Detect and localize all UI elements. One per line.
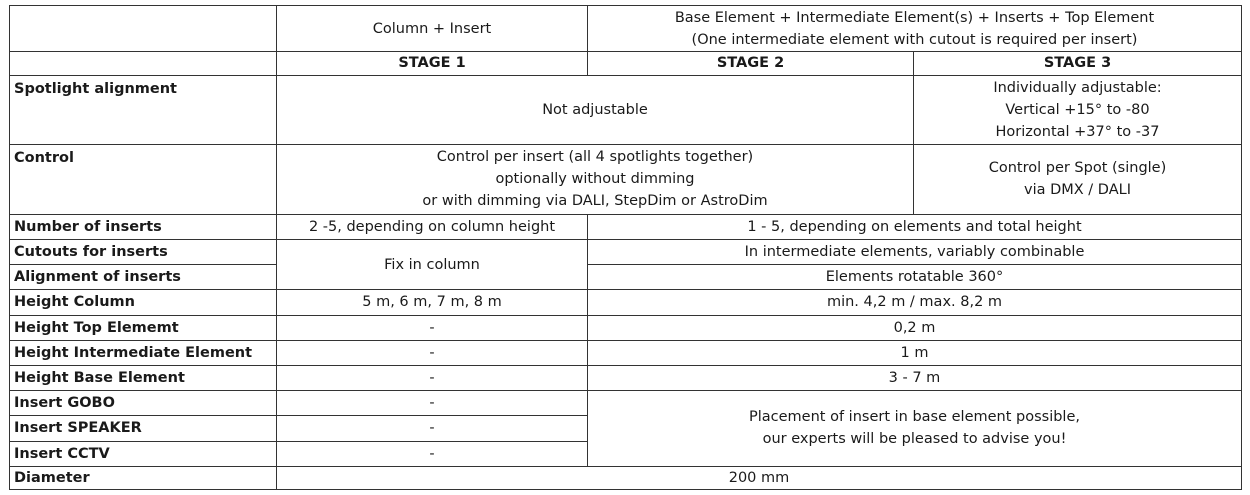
row-label: Insert GOBO — [10, 391, 277, 416]
control-stage12 — [277, 145, 914, 215]
insert-speaker-stage1: - — [277, 416, 588, 441]
header-stage-empty-cell — [10, 52, 277, 75]
row-height-column — [10, 290, 1242, 315]
row-label: Height Column — [10, 290, 277, 315]
row-height-top-element — [10, 315, 1242, 340]
row-label: Insert SPEAKER — [10, 416, 277, 441]
control-stage12-line2: optionally without dimming — [495, 171, 695, 188]
header-stage1-config: Column + Insert — [277, 6, 588, 52]
row-label: Insert CCTV — [10, 441, 277, 466]
stage1-heading: STAGE 1 — [277, 52, 588, 75]
row-alignment-of-inserts — [10, 265, 1242, 290]
row-cutouts-for-inserts — [10, 239, 1242, 264]
height-base-element-stage23: 3 - 7 m — [588, 365, 1242, 390]
spotlight-alignment-stage12: Not adjustable — [277, 75, 914, 145]
cutouts-for-inserts-stage23: In intermediate elements, variably combinable — [588, 239, 1242, 264]
row-label: Alignment of inserts — [10, 265, 277, 290]
control-stage12-line3: or with dimming via DALI, StepDim or AstroDim — [422, 193, 768, 210]
height-column-stage1: 5 m, 6 m, 7 m, 8 m — [277, 290, 588, 315]
header-stage23-config — [588, 6, 1242, 52]
row-control — [10, 145, 1242, 215]
row-number-of-inserts — [10, 214, 1242, 239]
row-insert-gobo — [10, 391, 1242, 416]
row-label: Number of inserts — [10, 214, 277, 239]
header-stage23-line2: (One intermediate element with cutout is required per insert) — [691, 31, 1138, 48]
header-empty-cell — [10, 6, 277, 52]
height-base-element-stage1: - — [277, 365, 588, 390]
cutouts-alignment-stage1: Fix in column — [277, 239, 588, 289]
height-top-element-stage1: - — [277, 315, 588, 340]
spotlight-stage3-line1: Individually adjustable: — [993, 79, 1162, 96]
row-label: Spotlight alignment — [10, 75, 277, 145]
stage2-heading: STAGE 2 — [588, 52, 914, 75]
inserts-stage23-line1: Placement of insert in base element possible, — [749, 409, 1080, 426]
spotlight-alignment-stage3 — [914, 75, 1242, 145]
row-label: Diameter — [10, 466, 277, 489]
row-label: Cutouts for inserts — [10, 239, 277, 264]
insert-cctv-stage1: - — [277, 441, 588, 466]
header-row-stages — [10, 52, 1242, 75]
spotlight-stage3-line2: Vertical +15° to -80 — [1005, 101, 1150, 118]
height-intermediate-element-stage1: - — [277, 340, 588, 365]
row-label: Control — [10, 145, 277, 215]
number-of-inserts-stage1: 2 -5, depending on column height — [277, 214, 588, 239]
height-intermediate-element-stage23: 1 m — [588, 340, 1242, 365]
number-of-inserts-stage23: 1 - 5, depending on elements and total height — [588, 214, 1242, 239]
row-diameter — [10, 466, 1242, 489]
control-stage3 — [914, 145, 1242, 215]
inserts-stage23 — [588, 391, 1242, 467]
stage3-heading: STAGE 3 — [914, 52, 1242, 75]
inserts-stage23-line2: our experts will be pleased to advise you! — [762, 431, 1067, 448]
control-stage3-line1: Control per Spot (single) — [988, 160, 1167, 177]
header-row-configuration — [10, 6, 1242, 52]
row-label: Height Intermediate Element — [10, 340, 277, 365]
header-stage23-line1: Base Element + Intermediate Element(s) + Inserts + Top Element — [674, 9, 1155, 26]
height-column-stage23: min. 4,2 m / max. 8,2 m — [588, 290, 1242, 315]
control-stage12-line1: Control per insert (all 4 spotlights together) — [436, 149, 754, 166]
height-top-element-stage23: 0,2 m — [588, 315, 1242, 340]
row-label: Height Top Elememt — [10, 315, 277, 340]
alignment-of-inserts-stage23: Elements rotatable 360° — [588, 265, 1242, 290]
row-height-intermediate-element — [10, 340, 1242, 365]
row-spotlight-alignment — [10, 75, 1242, 145]
insert-gobo-stage1: - — [277, 391, 588, 416]
spec-table — [9, 5, 1242, 490]
row-label: Height Base Element — [10, 365, 277, 390]
spotlight-stage3-line3: Horizontal +37° to -37 — [995, 123, 1160, 140]
control-stage3-line2: via DMX / DALI — [1023, 182, 1131, 199]
row-height-base-element — [10, 365, 1242, 390]
diameter-all-stages: 200 mm — [277, 466, 1242, 489]
